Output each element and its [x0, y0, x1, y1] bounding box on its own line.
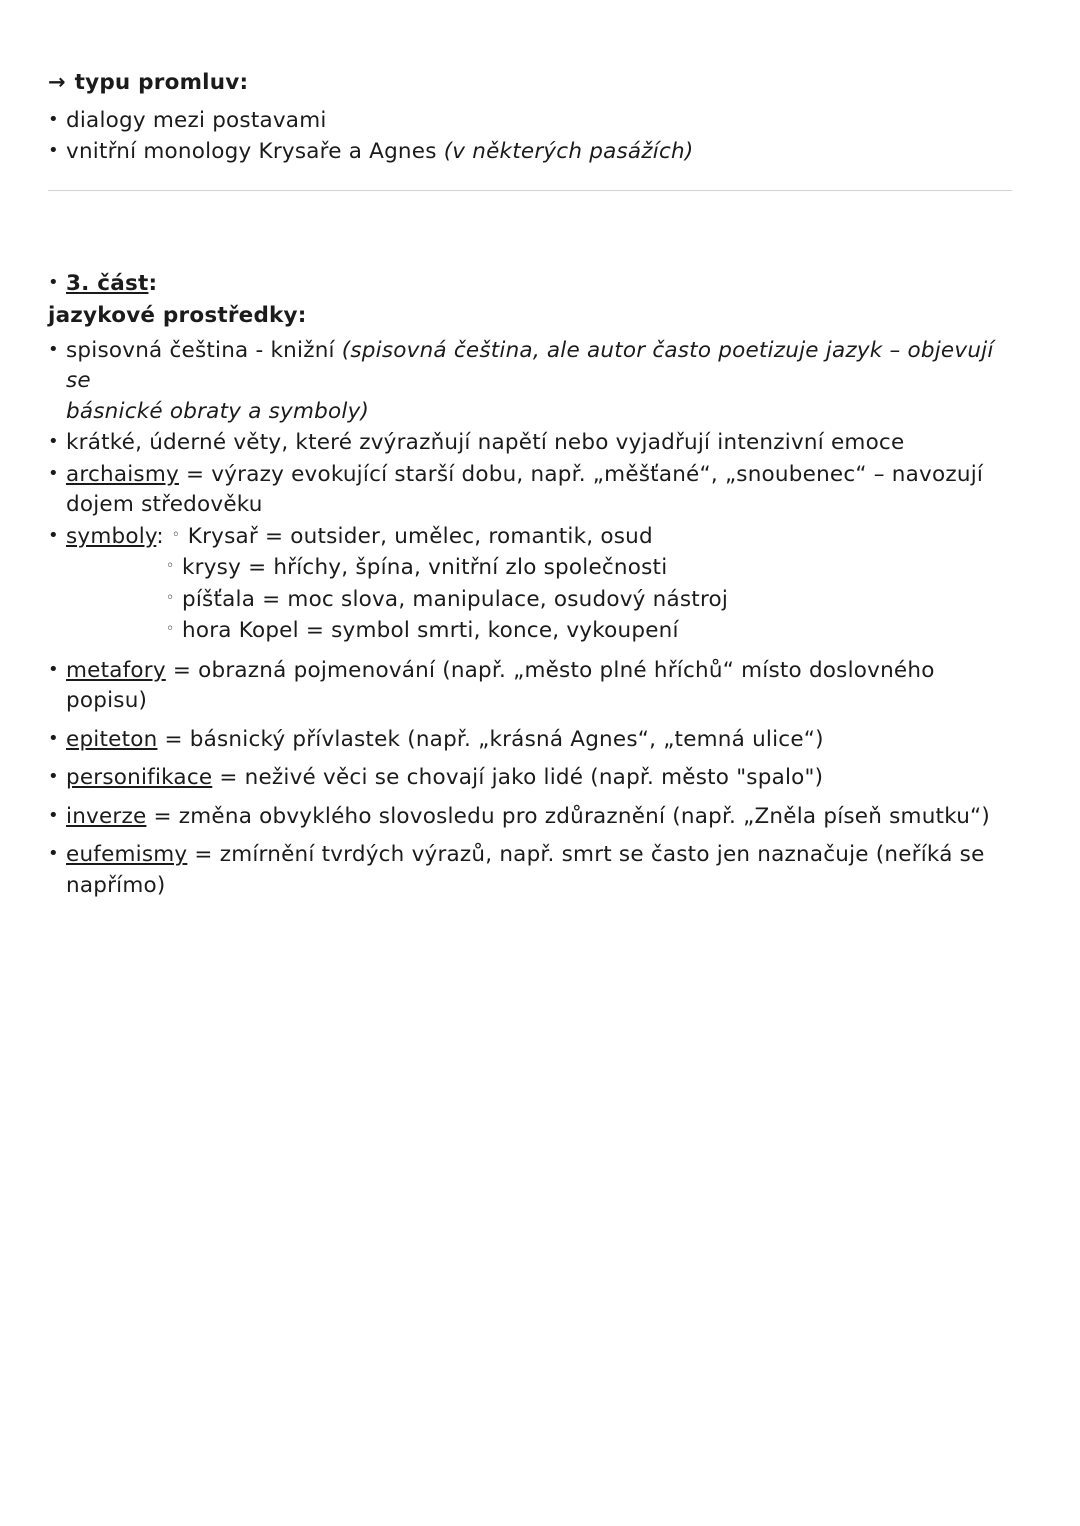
list-item [48, 460, 1012, 521]
list-item-main: = změna obvyklého slovosledu pro zdůraznění (např. „Zněla píseň smutku“) [146, 803, 991, 829]
list-item [48, 802, 1012, 833]
list-item [48, 137, 1012, 168]
list-item-text [66, 763, 1012, 794]
list-item [48, 336, 1012, 428]
vertical-spacer [48, 649, 1012, 656]
list-item-main: = básnický přívlastek (např. „krásná Agnes“, „temná ulice“) [157, 726, 824, 752]
list-item [48, 656, 1012, 717]
bullet-icon: • [48, 271, 59, 293]
circle-bullet-icon: ◦ [166, 558, 175, 575]
symboly-sublist-first [172, 522, 1012, 554]
list-item-main: = neživé věci se chovají jako lidé (např. město "spalo") [212, 765, 824, 791]
symboly-block [66, 522, 1012, 648]
arrow-right-icon: → [48, 70, 66, 94]
list-item [48, 763, 1012, 794]
sub-list-item [166, 553, 1012, 584]
list-item-note: (spisovná čeština, ale autor často poetizuje jazyk – objevují se [66, 337, 994, 394]
list-item-text: dialogy mezi postavami [66, 107, 327, 133]
bullet-icon: • [48, 766, 59, 788]
term-epiteton: epiteton [66, 726, 158, 752]
list-item-text [66, 336, 1012, 428]
bullet-icon: • [48, 462, 59, 484]
typu-promluv-heading [48, 68, 1012, 99]
vertical-spacer [48, 191, 1012, 269]
list-item-text [66, 840, 1012, 901]
list-item [48, 840, 1012, 901]
symboly-colon: : [156, 523, 164, 549]
list-item-wrap: básnické obraty a symboly) [66, 398, 370, 424]
sub-list-item-text: krysy = hříchy, špína, vnitřní zlo společnosti [182, 555, 668, 581]
sub-list-item-text: píšťala = moc slova, manipulace, osudový nástroj [182, 586, 729, 612]
vertical-spacer [48, 833, 1012, 840]
bullet-icon: • [48, 843, 59, 865]
list-item-wrap: napřímo) [66, 872, 166, 898]
document-content [48, 68, 1012, 902]
bullet-icon: • [48, 524, 59, 546]
bullet-icon: • [48, 338, 59, 360]
list-item-text [66, 656, 1012, 717]
term-personifikace: personifikace [66, 765, 213, 791]
list-item-note: (v některých pasážích) [443, 139, 694, 165]
symboly-first-row [66, 522, 1012, 554]
list-item-text [66, 802, 1012, 833]
vertical-spacer [48, 756, 1012, 763]
list-item-text [66, 137, 1012, 168]
sub-list-item [166, 616, 1012, 647]
vertical-spacer [48, 795, 1012, 802]
sub-list-item-text: hora Kopel = symbol smrti, konce, vykoupení [182, 618, 679, 644]
symboly-sublist-rest [66, 553, 1012, 647]
circle-bullet-icon: ◦ [166, 589, 175, 606]
circle-bullet-icon: ◦ [171, 526, 181, 543]
section3-heading-text [66, 269, 1012, 300]
bullet-icon: • [48, 431, 59, 453]
bullet-icon: • [48, 804, 59, 826]
term-archaismy: archaismy [66, 461, 179, 487]
list-item-main: spisovná čeština - knižní [66, 337, 342, 363]
vertical-spacer [48, 718, 1012, 725]
sub-list-item [172, 522, 1012, 553]
list-item-symboly [48, 522, 1012, 648]
section3-title: 3. část [66, 270, 149, 296]
list-item [48, 725, 1012, 756]
list-item-main: = zmírnění tvrdých výrazů, např. smrt se často jen naznačuje (neříká se [187, 842, 985, 868]
list-item [48, 428, 1012, 459]
term-eufemismy: eufemismy [66, 842, 188, 868]
sub-list-item [166, 585, 1012, 616]
list-item-main: = výrazy evokující starší dobu, např. „měšťané“, „snoubenec“ – navozují [178, 461, 984, 487]
typu-promluv-heading-label: typu promluv: [74, 70, 249, 95]
bullet-icon: • [48, 108, 59, 130]
section3-title-colon: : [148, 270, 158, 296]
list-item-main: = obrazná pojmenování (např. „město plné hříchů“ místo doslovného popisu) [66, 657, 935, 714]
term-inverze: inverze [66, 803, 147, 829]
typu-promluv-list [48, 106, 1012, 168]
bullet-icon: • [48, 727, 59, 749]
circle-bullet-icon: ◦ [166, 621, 175, 638]
sub-list-item-text: Krysař = outsider, umělec, romantik, osud [187, 523, 653, 549]
symboly-label [66, 522, 164, 553]
list-item [48, 106, 1012, 137]
list-item-text: krátké, úderné věty, které zvýrazňují napětí nebo vyjadřují intenzivní emoce [66, 430, 905, 456]
list-item-wrap: dojem středověku [66, 492, 263, 518]
bullet-icon: • [48, 140, 59, 162]
term-metafory: metafory [66, 657, 166, 683]
list-item-text [66, 460, 1012, 521]
bullet-icon: • [48, 658, 59, 680]
jazykove-prostredky-subheading: jazykové prostředky: [48, 303, 307, 329]
term-symboly: symboly [66, 523, 157, 549]
list-item-main: vnitřní monology Krysaře a Agnes [66, 139, 444, 165]
section3-heading [48, 269, 1012, 300]
list-item-text [66, 725, 1012, 756]
